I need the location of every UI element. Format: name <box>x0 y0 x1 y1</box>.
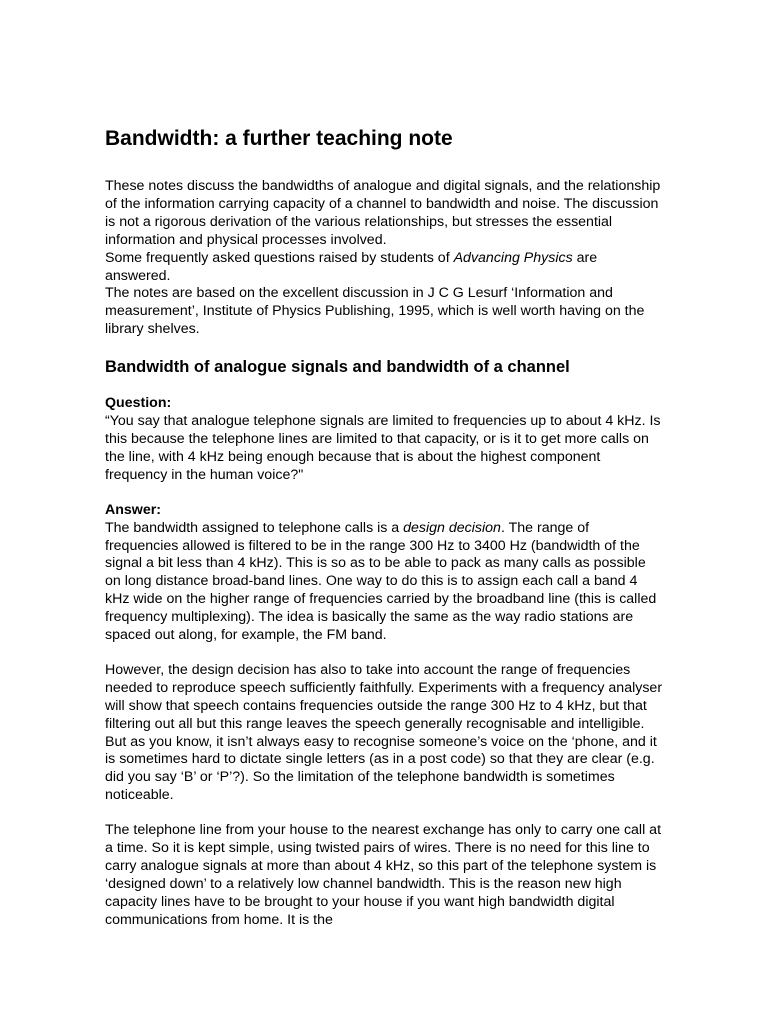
intro-paragraph-3: The notes are based on the excellent discussion in J C G Lesurf ‘Information and measurement’, Institute of Physics Publishing, 1995, which is well worth having on the library shelves. <box>105 285 645 338</box>
answer-label: Answer: <box>105 501 161 518</box>
intro-p2-emphasis: Advancing Physics <box>453 249 573 266</box>
intro-p2-tail: are answered. <box>105 249 598 284</box>
answer-p1-emphasis: design decision <box>403 519 501 536</box>
intro-paragraph-1: These notes discuss the bandwidths of analogue and digital signals, and the relationship of the information carrying capacity of a channel to bandwidth and noise. The discussion is not a rigorous derivation of the various relationships, but stresses the essential information and physical processes involved. <box>105 178 661 248</box>
document-title: Bandwidth: a further teaching note <box>105 127 453 150</box>
answer-paragraph-2: However, the design decision has also to take into account the range of frequencies needed to reproduce speech sufficiently faithfully. Experiments with a frequency analyser will show that speech contains frequencies outside the range 300 Hz to 4 kHz, but that filtering out all but this range leaves the speech generally recognisable and intelligible. But as you know, it isn’t always easy to recognise someone’s voice on the ‘phone, and it is sometimes hard to dictate single letters (as in a post code) so that they are clear (e.g. did you say ‘B’ or ‘P’?). So the limitation of the telephone bandwidth is sometimes noticeable. <box>105 661 663 804</box>
intro-p2-text: Some frequently asked questions raised by students of <box>105 249 454 266</box>
intro-paragraph-2 <box>105 250 665 286</box>
question-text: “You say that analogue telephone signals are limited to frequencies up to about 4 kHz. Is this because the telephone lines are limited to that capacity, or is it to get more calls on the line, with 4 kHz being enough because that is about the highest component frequency in the human voice?" <box>105 413 661 483</box>
document-page <box>105 126 665 930</box>
question-label: Question: <box>105 395 172 412</box>
answer-p1-tail: . The range of frequencies allowed is filtered to be in the range 300 Hz to 3400 Hz (bandwidth of the signal a bit less than 4 kHz). This is so as to be able to pack as many calls as possible on long distance broad-band lines. One way to do this is to assign each call a band 4 kHz wide on the higher range of frequencies carried by the broadband line (this is called frequency multiplexing). The idea is basically the same as the way radio stations are spaced out along, for example, the FM band. <box>105 519 657 644</box>
section-heading: Bandwidth of analogue signals and bandwidth of a channel <box>105 358 570 377</box>
answer-p1-text: The bandwidth assigned to telephone calls is a <box>105 519 404 536</box>
answer-paragraph-3: The telephone line from your house to the nearest exchange has only to carry one call at a time. So it is kept simple, using twisted pairs of wires. There is no need for this line to carry analogue signals at more than about 4 kHz, so this part of the telephone system is ‘designed down’ to a relatively low channel bandwidth. This is the reason new high capacity lines have to be brought to your house if you want high bandwidth digital communications from home. It is the <box>105 822 662 928</box>
answer-paragraph-1 <box>105 520 665 645</box>
